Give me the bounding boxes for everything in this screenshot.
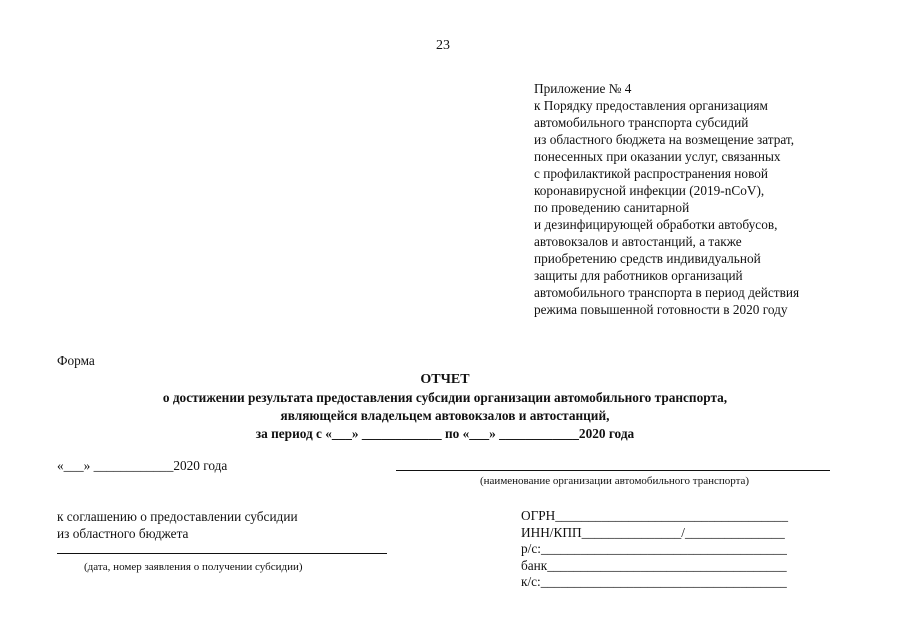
report-title [0,371,890,443]
appendix-line: режима повышенной готовности в 2020 году [534,302,788,317]
appendix-line: и дезинфицирующей обработки автобусов, [534,217,778,232]
title-line: являющейся владельцем автовокзалов и автостанций, [280,408,610,423]
report-date-field[interactable]: «___» ____________2020 года [57,458,228,473]
ogrn-field[interactable]: ОГРН___________________________________ [521,508,788,523]
appendix-block [534,80,799,318]
inn-kpp-field[interactable]: ИНН/КПП_______________/_______________ [521,524,785,540]
requisites-block [521,508,788,591]
agreement-line: из областного бюджета [57,526,189,541]
form-label: Форма [57,353,95,368]
appendix-line: Приложение № 4 [534,81,632,96]
title-line: о достижении результата предоставления субсидии организации автомобильного транспорта, [162,390,728,405]
appendix-line: автомобильного транспорта субсидий [534,115,749,130]
title-main: ОТЧЕТ [420,372,470,387]
bank-field[interactable]: банк____________________________________ [521,557,787,573]
title-period: за период с «___» ____________ по «___» ____________2020 года [255,426,635,441]
appendix-line: по проведению санитарной [534,200,690,215]
appendix-line: с профилактикой распространения новой [534,166,769,181]
appendix-line: автомобильного транспорта в период действия [534,285,800,300]
appendix-line: коронавирусной инфекции (2019-nCoV), [534,183,765,198]
org-name-caption: (наименование организации автомобильного транспорта) [480,475,750,487]
appendix-line: защиты для работников организаций [534,268,743,283]
agreement-line: к соглашению о предоставлении субсидии [57,509,298,524]
appendix-line: понесенных при оказании услуг, связанных [534,149,781,164]
appendix-line: приобретению средств индивидуальной [534,251,761,266]
org-name-field[interactable] [396,470,830,471]
corr-account-field[interactable]: к/с:_____________________________________ [521,574,787,589]
appendix-line: к Порядку предоставления организациям [534,98,768,113]
appendix-line: автовокзалов и автостанций, а также [534,234,742,249]
page-number: 23 [436,38,450,53]
agreement-caption: (дата, номер заявления о получении субсидии) [84,561,303,573]
appendix-line: из областного бюджета на возмещение затрат, [534,132,795,147]
agreement-date-field[interactable] [57,553,387,554]
agreement-block [57,508,298,542]
account-field[interactable]: р/с:_____________________________________ [521,541,787,556]
